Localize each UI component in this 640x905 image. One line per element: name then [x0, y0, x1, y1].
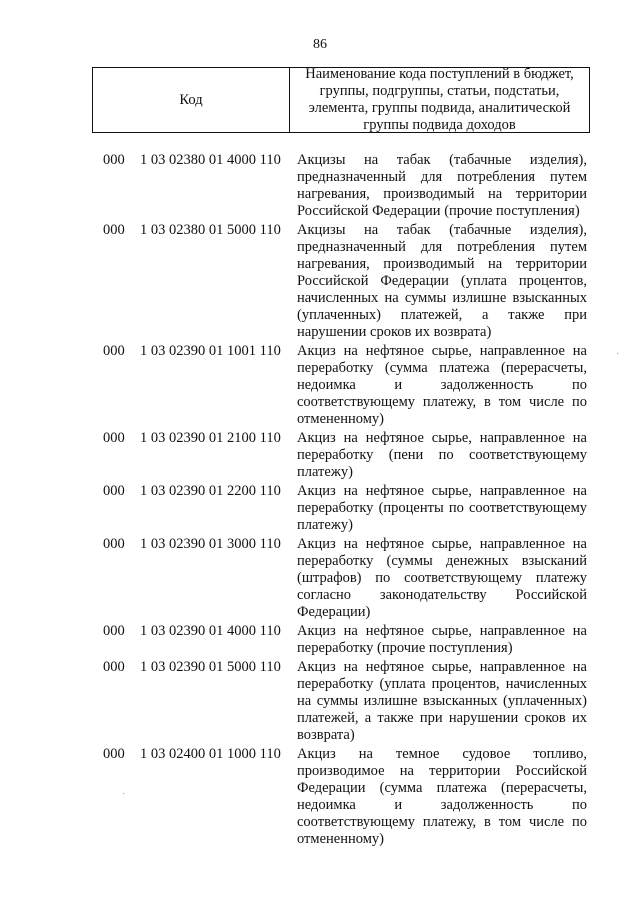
header-code-column: Код [93, 68, 290, 132]
table-row [0, 659, 640, 744]
row-income-code: 1 03 02380 01 4000 110 [140, 152, 281, 168]
table-row [0, 430, 640, 481]
scan-speck: · [616, 349, 620, 360]
row-income-code: 1 03 02400 01 1000 110 [140, 746, 281, 762]
row-description: Акциз на нефтяное сырье, направленное на переработку (уплата процентов, начисленных на суммы излишне взысканных (уплаченных) платежей, а также при нарушении сроков их возврата) [297, 659, 587, 743]
row-admin-code: 000 [103, 536, 125, 552]
row-income-code: 1 03 02380 01 5000 110 [140, 222, 281, 238]
row-admin-code: 000 [103, 483, 125, 499]
row-description: Акциз на нефтяное сырье, направленное на переработку (пени по соответствующему платежу) [297, 430, 587, 480]
table-row [0, 536, 640, 621]
row-description: Акцизы на табак (табачные изделия), предназначенный для потребления путем нагревания, производимый на территории Российской Федерации (прочие поступления) [297, 152, 587, 219]
row-description: Акцизы на табак (табачные изделия), предназначенный для потребления путем нагревания, производимый на территории Российской Федерации (уплата процентов, начисленных на суммы излишне взысканных (уплаченных) платежей, а также при нарушении сроков их возврата) [297, 222, 587, 340]
row-admin-code: 000 [103, 222, 125, 238]
table-row [0, 483, 640, 534]
row-admin-code: 000 [103, 343, 125, 359]
page-number: 86 [313, 37, 327, 52]
row-income-code: 1 03 02390 01 2200 110 [140, 483, 281, 499]
row-income-code: 1 03 02390 01 2100 110 [140, 430, 281, 446]
scan-speck: · [122, 789, 126, 800]
row-admin-code: 000 [103, 152, 125, 168]
table-row [0, 343, 640, 428]
row-admin-code: 000 [103, 659, 125, 675]
row-income-code: 1 03 02390 01 3000 110 [140, 536, 281, 552]
table-header [92, 67, 590, 133]
table-row [0, 623, 640, 657]
row-description: Акциз на нефтяное сырье, направленное на переработку (проценты по соответствующему платежу) [297, 483, 587, 533]
row-admin-code: 000 [103, 746, 125, 762]
row-income-code: 1 03 02390 01 1001 110 [140, 343, 281, 359]
row-description: Акциз на нефтяное сырье, направленное на переработку (суммы денежных взысканий (штрафов) по соответствующему платежу согласно законодательству Российской Федерации) [297, 536, 587, 620]
row-description: Акциз на нефтяное сырье, направленное на переработку (сумма платежа (перерасчеты, недоимка и задолженность по соответствующему платежу, в том числе по отмененному) [297, 343, 587, 427]
table-row [0, 152, 640, 220]
income-codes-list [0, 152, 640, 850]
row-description: Акциз на темное судовое топливо, производимое на территории Российской Федерации (сумма платежа (перерасчеты, недоимка и задолженность по соответствующему платежу, в том числе по отмененному) [297, 746, 587, 847]
table-row [0, 746, 640, 848]
table-row [0, 222, 640, 341]
row-income-code: 1 03 02390 01 5000 110 [140, 659, 281, 675]
row-admin-code: 000 [103, 430, 125, 446]
row-admin-code: 000 [103, 623, 125, 639]
header-name-column: Наименование кода поступлений в бюджет, группы, подгруппы, статьи, подстатьи, элемента, группы подвида, аналитической группы подвида доходов [305, 66, 574, 133]
row-income-code: 1 03 02390 01 4000 110 [140, 623, 281, 639]
row-description: Акциз на нефтяное сырье, направленное на переработку (прочие поступления) [297, 623, 587, 656]
